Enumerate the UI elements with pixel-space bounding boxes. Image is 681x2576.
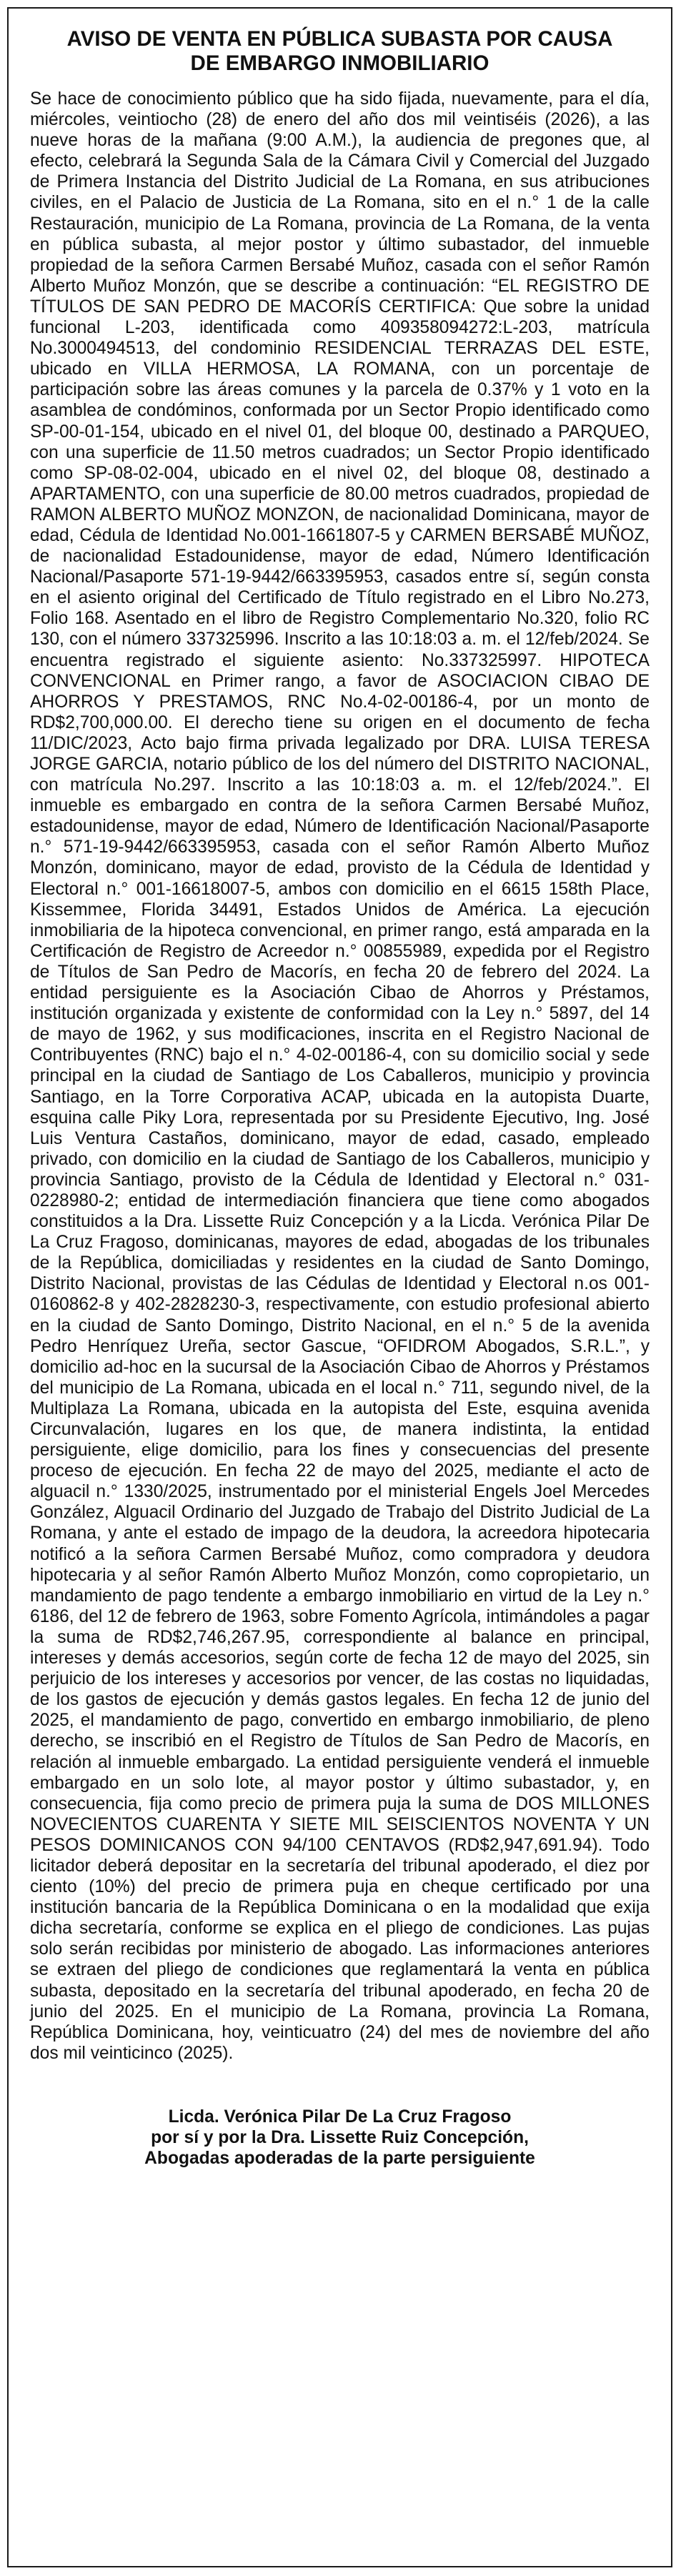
signature-block [30, 2107, 650, 2169]
signature-line-3: Abogadas apoderadas de la parte persiguiente [144, 2148, 535, 2168]
notice-body: Se hace de conocimiento público que ha sido fijada, nuevamente, para el día, miércoles, veintiocho (28) de enero del año dos mil veintiséis (2026), a las nueve horas de la mañana (9:00 A.M.), la audiencia de pregones que, al efecto, celebrará la Segunda Sala de la Cámara Civil y Comercial del Juzgado de Primera Instancia del Distrito Judicial de La Romana, en sus atribuciones civiles, en el Palacio de Justicia de La Romana, sito en el n.° 1 de la calle Restauración, municipio de La Romana, provincia de La Romana, de la venta en pública subasta, al mejor postor y último subastador, del inmueble propiedad de la señora Carmen Bersabé Muñoz, casada con el señor Ramón Alberto Muñoz Monzón, que se describe a continuación: “EL REGISTRO DE TÍTULOS DE SAN PEDRO DE MACORÍS CERTIFICA: Que sobre la unidad funcional L-203, identificada como 409358094272:L-203, matrícula No.3000494513, del condominio RESIDENCIAL TERRAZAS DEL ESTE, ubicado en VILLA HERMOSA, LA ROMANA, con un porcentaje de participación sobre las áreas comunes y la parcela de 0.37% y 1 voto en la asamblea de condóminos, conformada por un Sector Propio identificado como SP-00-01-154, ubicado en el nivel 01, del bloque 00, destinado a PARQUEO, con una superficie de 11.50 metros cuadrados; un Sector Propio identificado como SP-08-02-004, ubicado en el nivel 02, del bloque 08, destinado a APARTAMENTO, con una superficie de 80.00 metros cuadrados, propiedad de RAMON ALBERTO MUÑOZ MONZON, de nacionalidad Dominicana, mayor de edad, Cédula de Identidad No.001-1661807-5 y CARMEN BERSABÉ MUÑOZ, de nacionalidad Estadounidense, mayor de edad, Número Identificación Nacional/Pasaporte 571-19-9442/663395953, casados entre sí, según consta en el asiento original del Certificado de Título registrado en el Libro No.273, Folio 168. Asentado en el libro de Registro Complementario No.320, folio RC 130, con el número 337325996. Inscrito a las 10:18:03 a. m. el 12/feb/2024. Se encuentra registrado el siguiente asiento: No.337325997. HIPOTECA CONVENCIONAL en Primer rango, a favor de ASOCIACION CIBAO DE AHORROS Y PRESTAMOS, RNC No.4-02-00186-4, por un monto de RD$2,700,000.00. El derecho tiene su origen en el documento de fecha 11/DIC/2023, Acto bajo firma privada legalizado por DRA. LUISA TERESA JORGE GARCIA, notario público de los del número del DISTRITO NACIONAL, con matrícula No.297. Inscrito a las 10:18:03 a. m. el 12/feb/2024.”. El inmueble es embargado en contra de la señora Carmen Bersabé Muñoz, estadounidense, mayor de edad, Número de Identificación Nacional/Pasaporte n.° 571-19-9442/663395953, casada con el señor Ramón Alberto Muñoz Monzón, dominicano, mayor de edad, provisto de la Cédula de Identidad y Electoral n.° 001-16618007-5, ambos con domicilio en el 6615 158th Place, Kissemmee, Florida 34491, Estados Unidos de América. La ejecución inmobiliaria de la hipoteca convencional, en primer rango, está amparada en la Certificación de Registro de Acreedor n.° 00855989, expedida por el Registro de Títulos de San Pedro de Macorís, en fecha 20 de febrero del 2024. La entidad persiguiente es la Asociación Cibao de Ahorros y Préstamos, institución organizada y existente de conformidad con la Ley n.° 5897, del 14 de mayo de 1962, y sus modificaciones, inscrita en el Registro Nacional de Contribuyentes (RNC) bajo el n.° 4-02-00186-4, con su domicilio social y sede principal en la ciudad de Santiago de Los Caballeros, municipio y provincia Santiago, en la Torre Corporativa ACAP, ubicada en la autopista Duarte, esquina calle Piky Lora, representada por su Presidente Ejecutivo, Ing. José Luis Ventura Castaños, dominicano, mayor de edad, casado, empleado privado, con domicilio en la ciudad de Santiago de los Caballeros, municipio y provincia Santiago, provisto de la Cédula de Identidad y Electoral n.° 031-0228980-2; entidad de intermediación financiera que tiene como abogados constituidos a la Dra. Lissette Ruiz Concepción y a la Licda. Verónica Pilar De La Cruz Fragoso, dominicanas, mayores de edad, abogadas de los tribunales de la República, domiciliadas y residentes en la ciudad de Santo Domingo, Distrito Nacional, provistas de las Cédulas de Identidad y Electoral n.os 001-0160862-8 y 402-2828230-3, respectivamente, con estudio profesional abierto en la ciudad de Santo Domingo, Distrito Nacional, en el n.° 5 de la avenida Pedro Henríquez Ureña, sector Gascue, “OFIDROM Abogados, S.R.L.”, y domicilio ad-hoc en la sucursal de la Asociación Cibao de Ahorros y Préstamos del municipio de La Romana, ubicada en el local n.° 711, segundo nivel, de la Multiplaza La Romana, ubicada en la autopista del Este, esquina avenida Circunvalación, lugares en los que, de manera indistinta, la entidad persiguiente, elige domicilio, para los fines y consecuencias del presente proceso de ejecución. En fecha 22 de mayo del 2025, mediante el acto de alguacil n.° 1330/2025, instrumentado por el ministerial Engels Joel Mercedes González, Alguacil Ordinario del Juzgado de Trabajo del Distrito Judicial de La Romana, y ante el estado de impago de la deudora, la acreedora hipotecaria notificó a la señora Carmen Bersabé Muñoz, como compradora y deudora hipotecaria y al señor Ramón Alberto Muñoz Monzón, como copropietario, un mandamiento de pago tendente a embargo inmobiliario en virtud de la Ley n.° 6186, del 12 de febrero de 1963, sobre Fomento Agrícola, intimándoles a pagar la suma de RD$2,746,267.95, correspondiente al balance en principal, intereses y demás accesorios, según corte de fecha 12 de mayo del 2025, sin perjuicio de los intereses y accesorios por vencer, de las costas no liquidadas, de los gastos de ejecución y demás gastos legales. En fecha 12 de junio del 2025, el mandamiento de pago, convertido en embargo inmobiliario, de pleno derecho, se inscribió en el Registro de Títulos de San Pedro de Macorís, en relación al inmueble embargado. La entidad persiguiente venderá el inmueble embargado en un solo lote, al mayor postor y último subastador, y, en consecuencia, fija como precio de primera puja la suma de DOS MILLONES NOVECIENTOS CUARENTA Y SIETE MIL SEISCIENTOS NOVENTA Y UN PESOS DOMINICANOS CON 94/100 CENTAVOS (RD$2,947,691.94). Todo licitador deberá depositar en la secretaría del tribunal apoderado, el diez por ciento (10%) del precio de primera puja en cheque certificado por una institución bancaria de la República Dominicana o en la modalidad que exija dicha secretaría, conforme se explica en el pliego de condiciones. Las pujas solo serán recibidas por ministerio de abogado. Las informaciones anteriores se extraen del pliego de condiciones que reglamentará la venta en pública subasta, depositado en la secretaría del tribunal apoderado, en fecha 20 de junio del 2025. En el municipio de La Romana, provincia La Romana, República Dominicana, hoy, veinticuatro (24) del mes de noviembre del año dos mil veinticinco (2025). [30, 89, 650, 2063]
notice-title-line-2: DE EMBARGO INMOBILIARIO [190, 51, 489, 75]
signature-line-1: Licda. Verónica Pilar De La Cruz Fragoso [168, 2107, 512, 2127]
signature-line-2: por sí y por la Dra. Lissette Ruiz Concepción, [151, 2127, 529, 2147]
notice-title-line-1: AVISO DE VENTA EN PÚBLICA SUBASTA POR CAUSA [66, 27, 613, 51]
notice-title [30, 27, 650, 76]
legal-notice [7, 7, 672, 2567]
